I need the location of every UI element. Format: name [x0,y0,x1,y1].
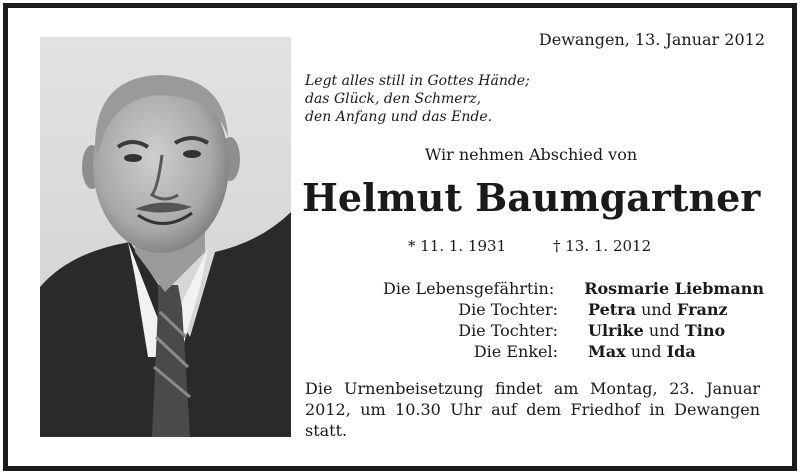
poem-line: Legt alles still in Gottes Hände; [305,73,530,89]
mourner-names [588,341,696,362]
name-joiner: und [641,300,672,319]
mourner-row [304,278,764,299]
mourner-row [304,320,764,341]
mourner-row [304,341,764,362]
deceased-name: Helmut Baumgartner [302,175,761,220]
mourner-name: Rosmarie Liebmann [584,279,764,298]
mourner-name: Tino [684,321,726,340]
mourner-name: Franz [677,300,728,319]
place-and-date: Dewangen, 13. Januar 2012 [538,30,765,49]
mourner-name: Ulrike [588,321,644,340]
mourner-relation: Die Tochter: [458,321,558,340]
birth-date: * 11. 1. 1931 [408,237,507,255]
mourner-relation: Die Tochter: [458,300,558,319]
poem-line: den Anfang und das Ende. [305,109,493,125]
mourner-name: Max [588,342,626,361]
poem [305,72,530,126]
mourner-names [584,278,764,299]
mourner-name: Ida [666,342,696,361]
death-date: † 13. 1. 2012 [553,237,652,255]
obituary-frame [3,3,797,471]
poem-line: das Glück, den Schmerz, [305,91,482,107]
name-joiner: und [630,342,662,361]
mourner-name: Petra [588,300,636,319]
farewell-intro: Wir nehmen Abschied von [424,145,638,164]
mourners-list [304,278,764,362]
mourner-relation: Die Lebensgefährtin: [383,279,555,298]
mourner-names [588,299,728,320]
portrait-photo [40,37,291,437]
mourner-relation: Die Enkel: [473,342,558,361]
mourner-names [588,320,725,341]
name-joiner: und [648,321,680,340]
mourner-row [304,299,764,320]
funeral-notice: Die Urnenbeisetzung findet am Montag, 23. Januar 2012, um 10.30 Uhr auf dem Friedhof in Dewangen statt. [305,379,760,440]
